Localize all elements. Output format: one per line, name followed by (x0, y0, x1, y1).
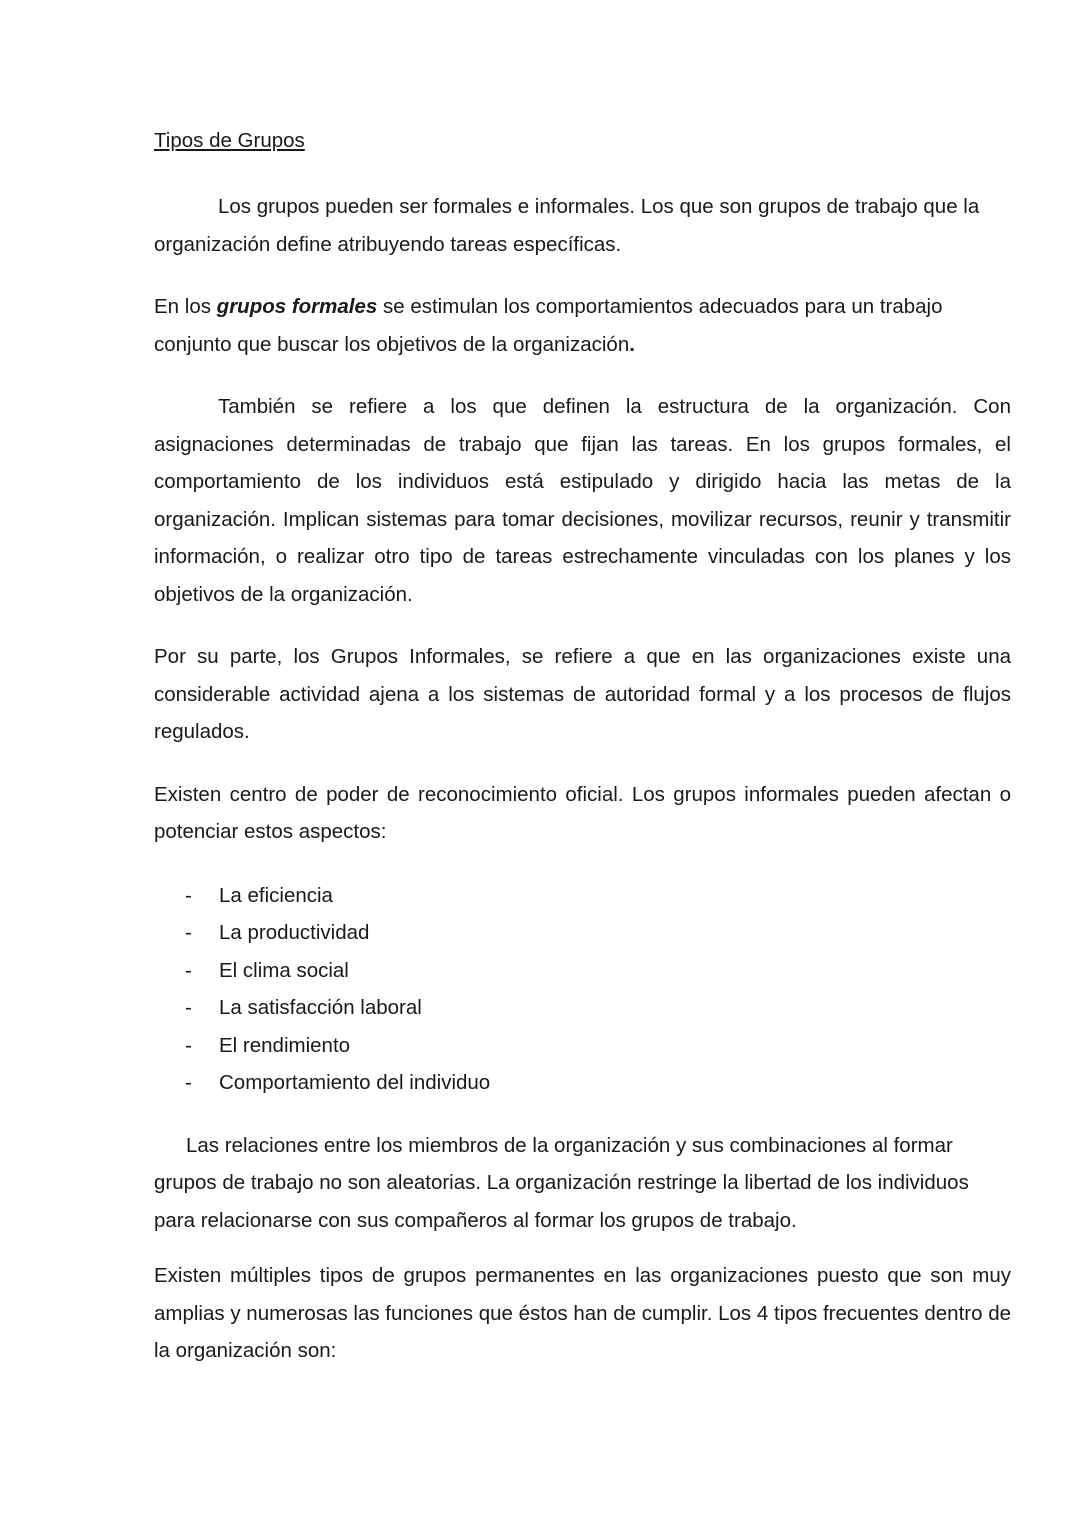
list-dash-marker: - (185, 921, 192, 944)
list-dash-marker: - (185, 883, 192, 907)
aspect-list-item (154, 952, 1011, 990)
emphasis-grupos-formales: grupos formales (216, 295, 378, 318)
aspect-list-item (154, 914, 1011, 952)
aspect-label: El clima social (219, 958, 349, 982)
aspect-list-item (154, 1064, 1011, 1102)
list-dash-marker: - (185, 1071, 192, 1094)
aspects-list (154, 877, 1011, 1102)
aspect-label: La satisfacción laboral (219, 996, 422, 1019)
paragraph-formal-groups-start: En los (154, 295, 217, 318)
aspect-list-item (154, 1027, 1011, 1065)
aspect-label: El rendimiento (219, 1033, 351, 1057)
paragraph-intro: Los grupos pueden ser formales e informales. Los que son grupos de trabajo que la organización define atribuyendo tareas específicas. (154, 195, 980, 256)
paragraph-power-centers: Existen centro de poder de reconocimiento oficial. Los grupos informales pueden afectan o potenciar estos aspectos: (154, 782, 1011, 843)
aspect-list-item (154, 877, 1011, 915)
paragraph-group-types: Existen múltiples tipos de grupos permanentes en las organizaciones puesto que son muy amplias y numerosas las funciones que éstos han de cumplir. Los 4 tipos frecuentes dentro de la organización son: (154, 1264, 1011, 1362)
aspect-label: Comportamiento del individuo (219, 1071, 491, 1094)
section-title: Tipos de Grupos (154, 129, 305, 152)
document-body (154, 126, 1011, 1370)
paragraph-formal-groups (154, 288, 1011, 363)
paragraph-formal-groups-end: . (629, 332, 635, 356)
list-dash-marker: - (185, 1033, 192, 1057)
paragraph-relations: Las relaciones entre los miembros de la organización y sus combinaciones al formar grupos de trabajo no son aleatorias. La organización restringe la libertad de los individuos para relacionarse con sus compañeros al formar los grupos de trabajo. (154, 1133, 969, 1232)
aspect-label: La eficiencia (219, 883, 333, 907)
paragraph-informal-groups: Por su parte, los Grupos Informales, se refiere a que en las organizaciones existe una considerable actividad ajena a los sistemas de autoridad formal y a los procesos de flujos regulados. (154, 645, 1011, 743)
list-dash-marker: - (185, 996, 192, 1019)
aspect-label: La productividad (219, 921, 370, 944)
list-dash-marker: - (185, 958, 192, 982)
paragraph-structure: También se refiere a los que definen la estructura de la organización. Con asignaciones determinadas de trabajo que fijan las tareas. En los grupos formales, el comportamiento de los individuos está estipulado y dirigido hacia las metas de la organización. Implican sistemas para tomar decisiones, movilizar recursos, reunir y transmitir información, o realizar otro tipo de tareas estrechamente vinculadas con los planes y los objetivos de la organización. (154, 395, 1011, 606)
paragraph-formal-groups-rest: se estimulan los comportamientos adecuados para un trabajo conjunto que buscar los objetivos de la organización (154, 295, 943, 356)
aspect-list-item (154, 989, 1011, 1027)
